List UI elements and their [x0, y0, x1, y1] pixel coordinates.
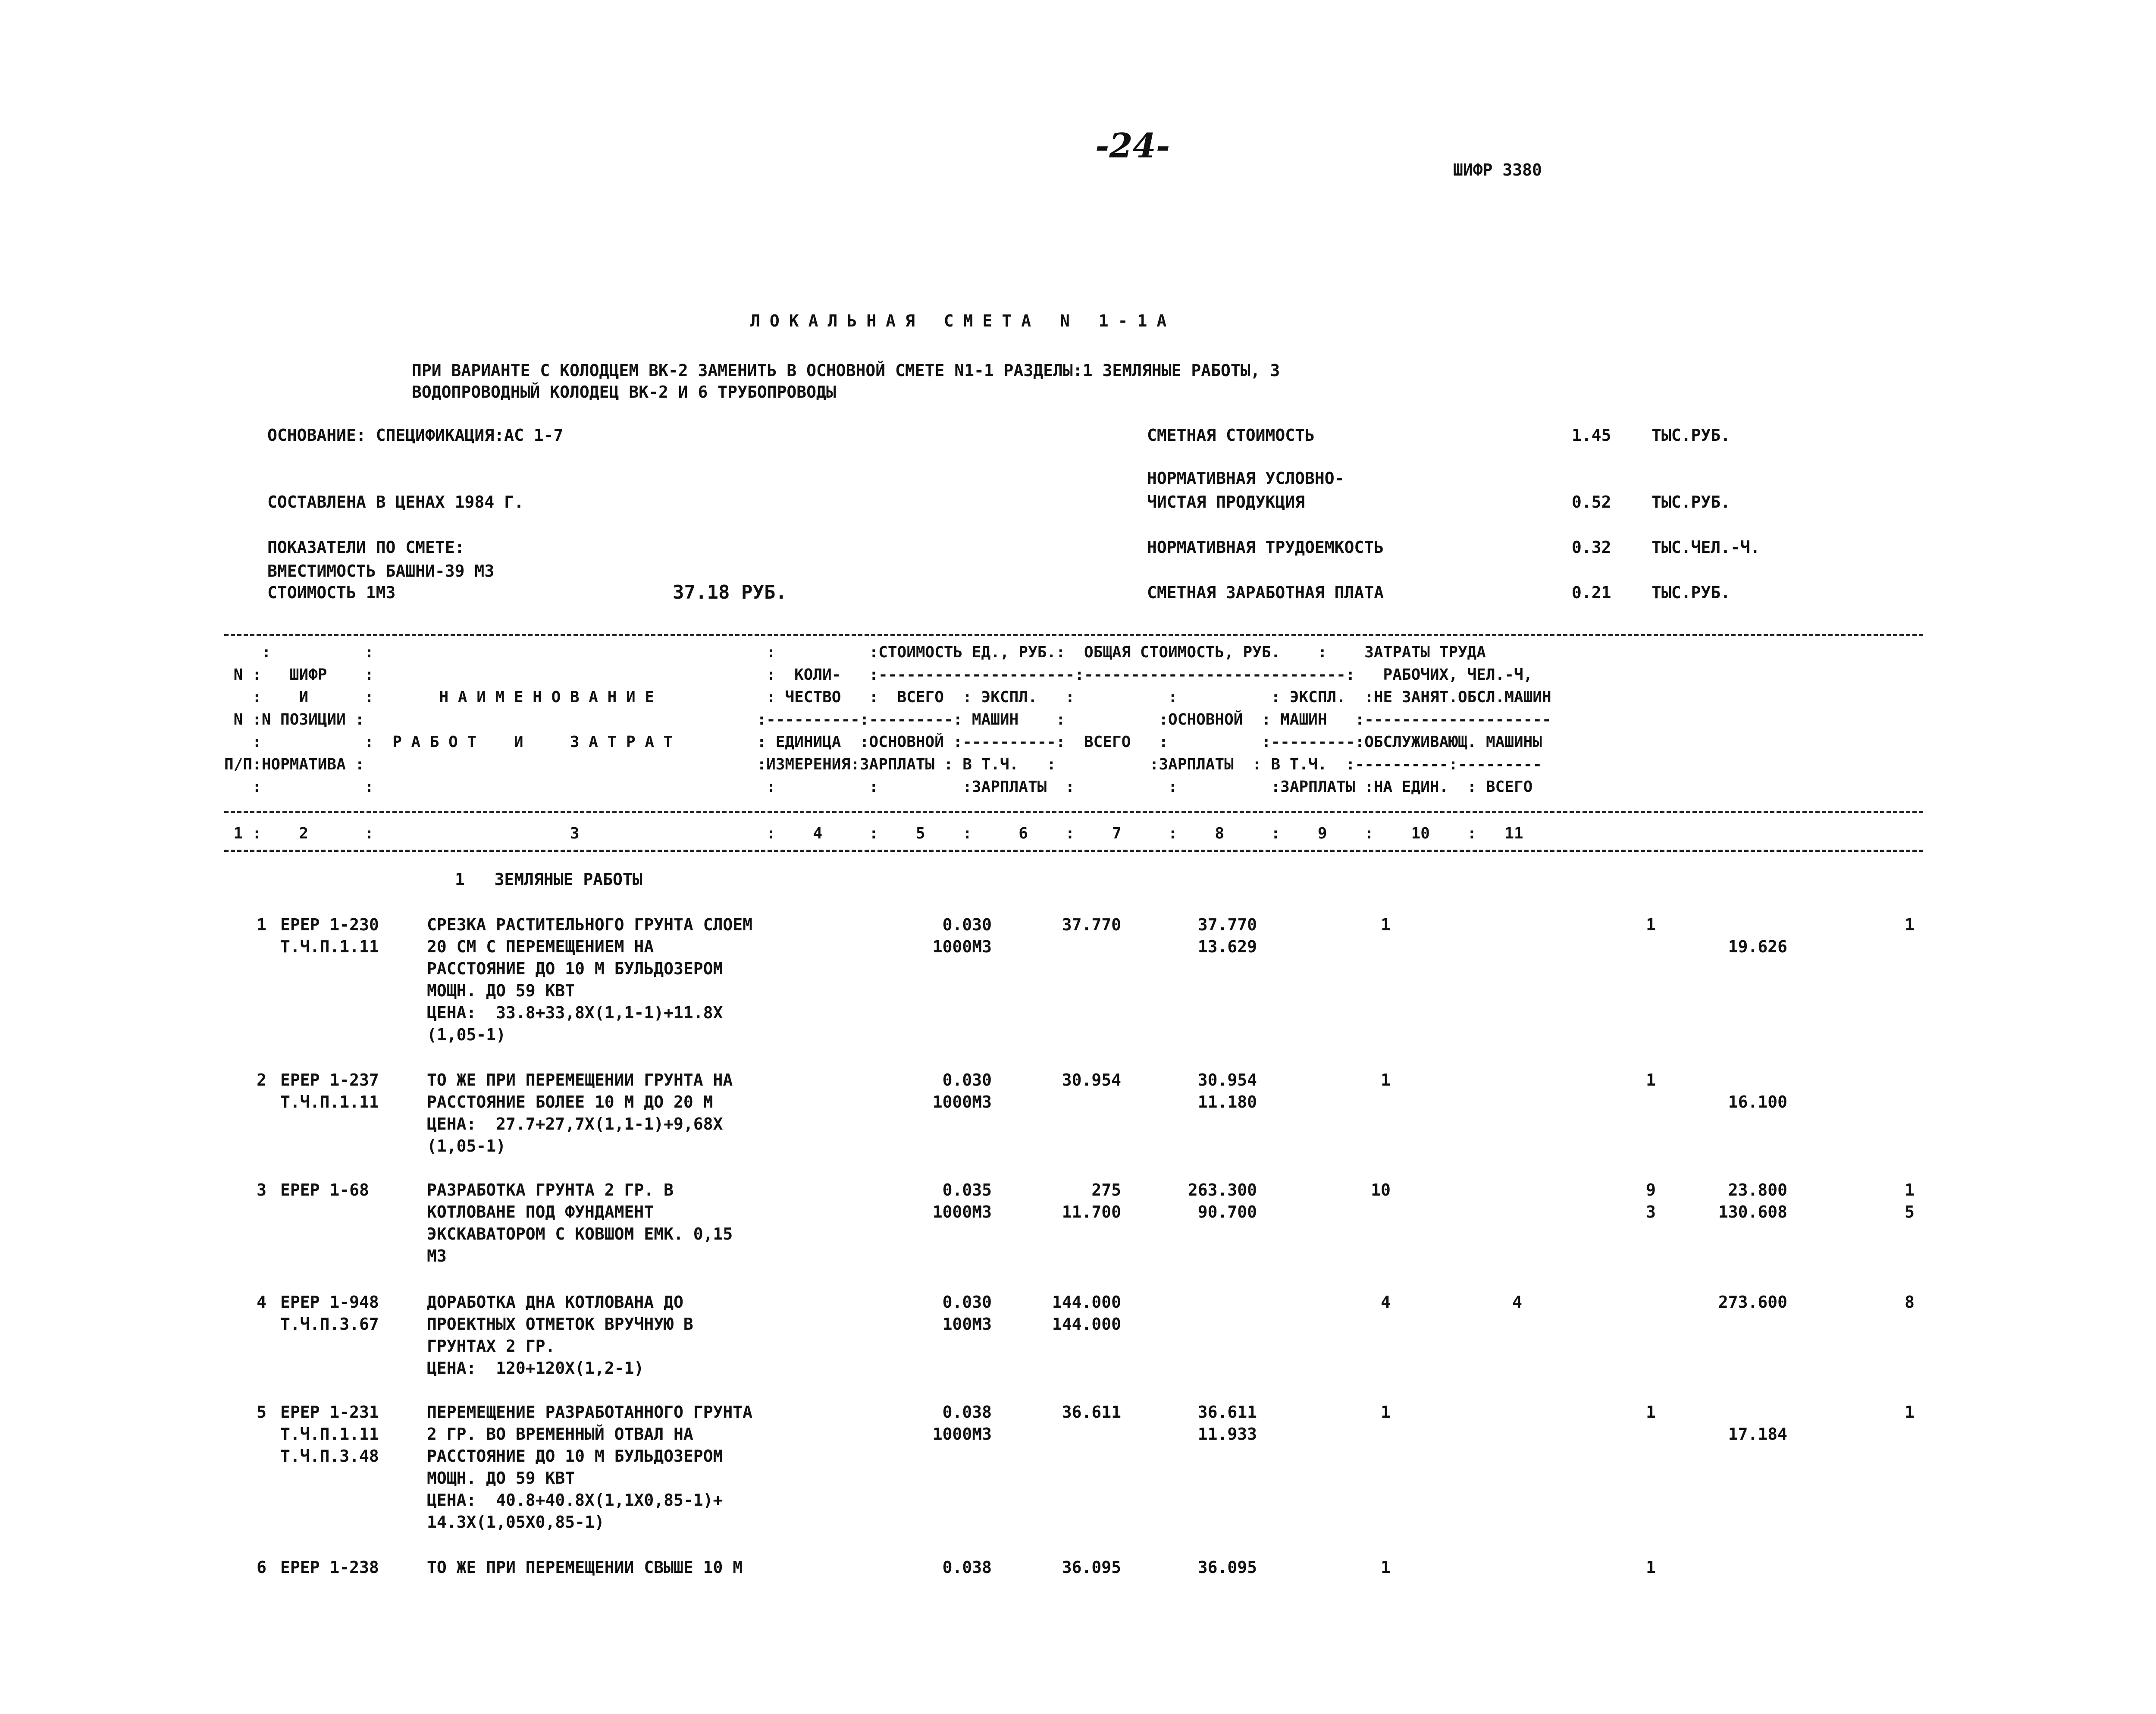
row-labor-total: 1 — [1905, 1180, 1915, 1199]
row-code: ЕРЕР 1-238 — [280, 1558, 379, 1577]
row-quantity: 1000М3 — [932, 1092, 992, 1111]
row-base-wage: 4 — [1512, 1293, 1522, 1312]
row-total: 4 — [1381, 1293, 1391, 1312]
row-machine-cost: 90.700 — [1197, 1202, 1257, 1221]
row-name: М3 — [427, 1246, 447, 1265]
row-name: ГРУНТАХ 2 ГР. — [427, 1337, 555, 1356]
labor-intensity-value: 0.32 — [1572, 538, 1611, 557]
row-machine-total: 1 — [1646, 1070, 1656, 1089]
row-labor-total: 1 — [1905, 1403, 1915, 1422]
row-machine-total: 1 — [1646, 1403, 1656, 1422]
row-name: ЦЕНА: 40.8+40.8Х(1,1Х0,85-1)+ — [427, 1491, 723, 1510]
estimated-cost-unit: ТЫС.РУБ. — [1651, 426, 1731, 445]
table-header-line: : : : :СТОИМОСТЬ ЕД., РУБ.: ОБЩАЯ СТОИМОСТЬ, РУБ. : ЗАТРАТЫ ТРУДА — [224, 644, 1486, 661]
row-name: ПРОЕКТНЫХ ОТМЕТОК ВРУЧНУЮ В — [427, 1315, 693, 1334]
row-quantity: 0.030 — [942, 1293, 992, 1312]
table-header-line: N : ШИФР : : КОЛИ- :---------------------:----------------------------: РАБОЧИХ, ЧЕЛ.-Ч, — [224, 666, 1533, 684]
row-labor-unit: 130.608 — [1718, 1202, 1787, 1221]
wage-value: 0.21 — [1572, 583, 1611, 602]
basis-label: ОСНОВАНИЕ: СПЕЦИФИКАЦИЯ:АС 1-7 — [267, 426, 564, 445]
row-number: 3 — [257, 1180, 266, 1199]
row-unit-cost: 144.000 — [1052, 1293, 1121, 1312]
wage-unit: ТЫС.РУБ. — [1651, 583, 1731, 602]
row-labor-total: 8 — [1905, 1293, 1915, 1312]
row-name: МОЩН. ДО 59 КВТ — [427, 981, 575, 1000]
page-number: -24- — [1095, 126, 1170, 166]
row-name: ПЕРЕМЕЩЕНИЕ РАЗРАБОТАННОГО ГРУНТА — [427, 1403, 752, 1422]
row-machine-cost: 13.629 — [1197, 937, 1257, 956]
row-total: 1 — [1381, 1070, 1391, 1089]
normative-product-unit: ТЫС.РУБ. — [1651, 493, 1731, 512]
document-title: ЛОКАЛЬНАЯ СМЕТА N 1-1А — [750, 311, 1176, 330]
row-code: Т.Ч.П.1.11 — [280, 937, 379, 956]
row-labor-unit: 273.600 — [1718, 1293, 1787, 1312]
labor-intensity-label: НОРМАТИВНАЯ ТРУДОЕМКОСТЬ — [1147, 538, 1384, 557]
row-name: (1,05-1) — [427, 1025, 506, 1044]
row-code: ЕРЕР 1-68 — [280, 1180, 369, 1199]
row-quantity: 100М3 — [942, 1315, 992, 1334]
row-machine-cost: 11.180 — [1197, 1092, 1257, 1111]
row-machine-total: 1 — [1646, 1558, 1656, 1577]
table-header-line: : : Р А Б О Т И З А Т Р А Т : ЕДИНИЦА :ОСНОВНОЙ :----------: ВСЕГО : :---------:ОБСЛУЖИВАЮЩ. МАШИНЫ — [224, 733, 1542, 751]
unit-cost-value: 37.18 РУБ. — [673, 581, 787, 603]
row-quantity: 1000М3 — [932, 937, 992, 956]
section-title: 1 ЗЕМЛЯНЫЕ РАБОТЫ — [455, 870, 642, 889]
capacity-label: ВМЕСТИМОСТЬ БАШНИ-39 М3 — [267, 562, 495, 581]
row-name: 14.3Х(1,05Х0,85-1) — [427, 1513, 605, 1532]
row-quantity: 1000М3 — [932, 1202, 992, 1221]
table-header-line: : И : Н А И М Е Н О В А Н И Е : ЧЕСТВО : ВСЕГО : ЭКСПЛ. : : : ЭКСПЛ. :НЕ ЗАНЯТ.ОБСЛ.МАШИН — [224, 688, 1551, 706]
row-code: ЕРЕР 1-237 — [280, 1070, 379, 1089]
estimated-cost-value: 1.45 — [1572, 426, 1611, 445]
row-number: 5 — [257, 1403, 266, 1422]
row-name: МОЩН. ДО 59 КВТ — [427, 1469, 575, 1488]
row-name: (1,05-1) — [427, 1136, 506, 1155]
row-quantity: 0.038 — [942, 1403, 992, 1422]
row-number: 1 — [257, 915, 266, 934]
row-quantity: 1000М3 — [932, 1425, 992, 1444]
row-name: ТО ЖЕ ПРИ ПЕРЕМЕЩЕНИИ ГРУНТА НА — [427, 1070, 733, 1089]
row-labor-total: 1 — [1905, 915, 1915, 934]
row-unit-cost: 11.700 — [1062, 1202, 1121, 1221]
row-unit-cost: 144.000 — [1052, 1315, 1121, 1334]
normative-product-label-1: НОРМАТИВНАЯ УСЛОВНО- — [1147, 469, 1344, 488]
row-quantity: 0.030 — [942, 1070, 992, 1089]
table-header-line: : : : : :ЗАРПЛАТЫ : : :ЗАРПЛАТЫ :НА ЕДИН. : ВСЕГО — [224, 778, 1533, 796]
row-machine-total: 9 — [1646, 1180, 1656, 1199]
row-name: СРЕЗКА РАСТИТЕЛЬНОГО ГРУНТА СЛОЕМ — [427, 915, 752, 934]
row-total: 1 — [1381, 1403, 1391, 1422]
prices-label: СОСТАВЛЕНА В ЦЕНАХ 1984 Г. — [267, 493, 524, 512]
cipher-code: ШИФР 3380 — [1453, 160, 1542, 179]
column-numbers: 1 : 2 : 3 : 4 : 5 : 6 : 7 : 8 : 9 : 10 : 11 — [224, 825, 1523, 842]
row-name: ДОРАБОТКА ДНА КОТЛОВАНА ДО — [427, 1293, 683, 1312]
row-quantity: 0.030 — [942, 915, 992, 934]
row-code: ЕРЕР 1-948 — [280, 1293, 379, 1312]
row-name: РАССТОЯНИЕ ДО 10 М БУЛЬДОЗЕРОМ — [427, 1447, 723, 1466]
row-name: ЦЕНА: 33.8+33,8Х(1,1-1)+11.8Х — [427, 1003, 723, 1022]
row-name: ЭКСКАВАТОРОМ С КОВШОМ ЕМК. 0,15 — [427, 1224, 733, 1243]
row-quantity: 0.035 — [942, 1180, 992, 1199]
row-machine-cost: 36.611 — [1197, 1403, 1257, 1422]
row-unit-cost: 36.095 — [1062, 1558, 1121, 1577]
row-number: 2 — [257, 1070, 266, 1089]
row-labor-unit: 19.626 — [1728, 937, 1787, 956]
row-code: Т.Ч.П.3.67 — [280, 1315, 379, 1334]
row-name: РАССТОЯНИЕ БОЛЕЕ 10 М ДО 20 М — [427, 1092, 713, 1111]
header-mid-rule — [224, 811, 1923, 813]
indicators-label: ПОКАЗАТЕЛИ ПО СМЕТЕ: — [267, 538, 465, 557]
row-total: 10 — [1371, 1180, 1391, 1199]
row-labor-unit: 16.100 — [1728, 1092, 1787, 1111]
wage-label: СМЕТНАЯ ЗАРАБОТНАЯ ПЛАТА — [1147, 583, 1384, 602]
row-unit-cost: 36.611 — [1062, 1403, 1121, 1422]
row-labor-total: 5 — [1905, 1202, 1915, 1221]
row-machine-total: 1 — [1646, 915, 1656, 934]
row-machine-total: 3 — [1646, 1202, 1656, 1221]
labor-intensity-unit: ТЫС.ЧЕЛ.-Ч. — [1651, 538, 1760, 557]
row-name: ЦЕНА: 120+120Х(1,2-1) — [427, 1359, 644, 1378]
row-name: РАЗРАБОТКА ГРУНТА 2 ГР. В — [427, 1180, 674, 1199]
row-code: Т.Ч.П.3.48 — [280, 1447, 379, 1466]
row-labor-unit: 23.800 — [1728, 1180, 1787, 1199]
normative-product-value: 0.52 — [1572, 493, 1611, 512]
table-header-line: П/П:НОРМАТИВА : :ИЗМЕРЕНИЯ:ЗАРПЛАТЫ : В Т.Ч. : :ЗАРПЛАТЫ : В Т.Ч. :----------:--------- — [224, 756, 1542, 773]
row-machine-cost: 263.300 — [1188, 1180, 1257, 1199]
header-top-rule — [224, 634, 1923, 636]
row-unit-cost: 37.770 — [1062, 915, 1121, 934]
row-labor-unit: 17.184 — [1728, 1425, 1787, 1444]
row-name: РАССТОЯНИЕ ДО 10 М БУЛЬДОЗЕРОМ — [427, 959, 723, 978]
subtitle-line-1: ПРИ ВАРИАНТЕ С КОЛОДЦЕМ ВК-2 ЗАМЕНИТЬ В ОСНОВНОЙ СМЕТЕ N1-1 РАЗДЕЛЫ:1 ЗЕМЛЯНЫЕ РАБОТЫ, 3 — [412, 361, 1280, 380]
row-machine-cost: 30.954 — [1197, 1070, 1257, 1089]
row-unit-cost: 30.954 — [1062, 1070, 1121, 1089]
row-number: 4 — [257, 1293, 266, 1312]
row-machine-cost: 37.770 — [1197, 915, 1257, 934]
row-total: 1 — [1381, 1558, 1391, 1577]
row-name: ТО ЖЕ ПРИ ПЕРЕМЕЩЕНИИ СВЫШЕ 10 М — [427, 1558, 743, 1577]
normative-product-label-2: ЧИСТАЯ ПРОДУКЦИЯ — [1147, 493, 1305, 512]
row-number: 6 — [257, 1558, 266, 1577]
row-quantity: 0.038 — [942, 1558, 992, 1577]
row-code: ЕРЕР 1-231 — [280, 1403, 379, 1422]
row-code: Т.Ч.П.1.11 — [280, 1425, 379, 1444]
row-code: Т.Ч.П.1.11 — [280, 1092, 379, 1111]
subtitle-line-2: ВОДОПРОВОДНЫЙ КОЛОДЕЦ ВК-2 И 6 ТРУБОПРОВОДЫ — [412, 383, 836, 402]
table-header-line: N :N ПОЗИЦИИ : :----------:---------: МАШИН : :ОСНОВНОЙ : МАШИН :-------------------- — [224, 711, 1551, 728]
row-total: 1 — [1381, 915, 1391, 934]
row-machine-cost: 11.933 — [1197, 1425, 1257, 1444]
row-code: ЕРЕР 1-230 — [280, 915, 379, 934]
row-name: КОТЛОВАНЕ ПОД ФУНДАМЕНТ — [427, 1202, 654, 1221]
unit-cost-label: СТОИМОСТЬ 1М3 — [267, 583, 396, 602]
row-name: ЦЕНА: 27.7+27,7Х(1,1-1)+9,68Х — [427, 1114, 723, 1133]
row-name: 2 ГР. ВО ВРЕМЕННЫЙ ОТВАЛ НА — [427, 1425, 693, 1444]
estimated-cost-label: СМЕТНАЯ СТОИМОСТЬ — [1147, 426, 1315, 445]
header-bottom-rule — [224, 850, 1923, 852]
row-machine-cost: 36.095 — [1197, 1558, 1257, 1577]
row-unit-cost: 275 — [1091, 1180, 1121, 1199]
row-name: 20 СМ С ПЕРЕМЕЩЕНИЕМ НА — [427, 937, 654, 956]
